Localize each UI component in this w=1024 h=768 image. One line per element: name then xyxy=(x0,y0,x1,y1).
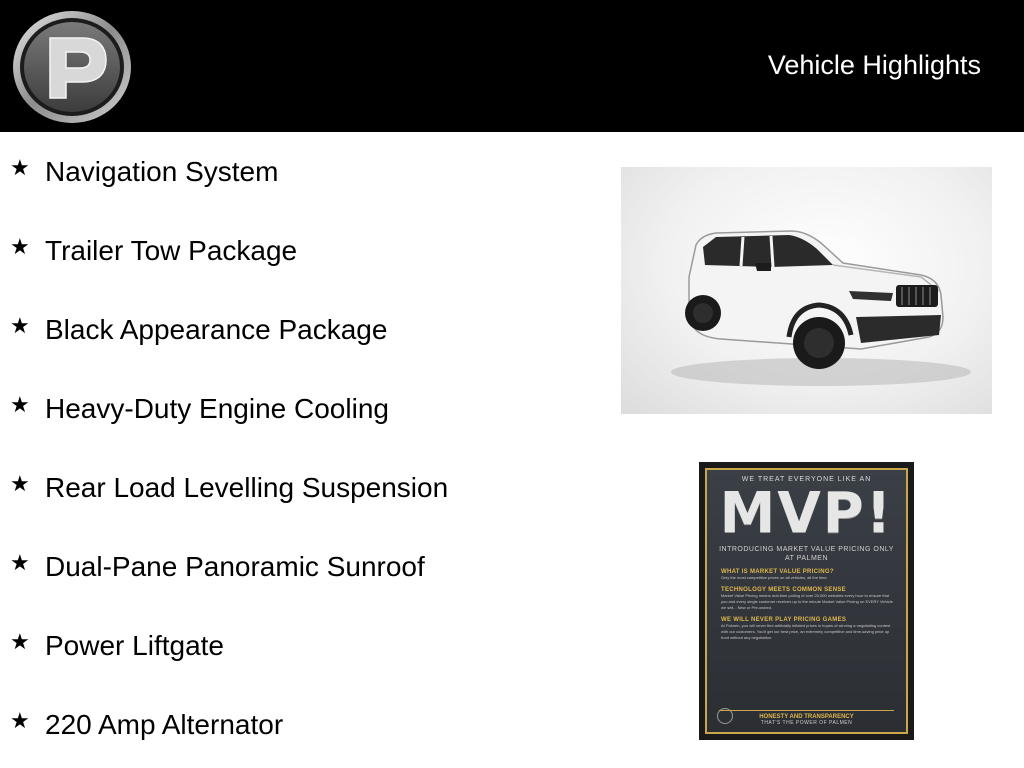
poster-top-line: WE TREAT EVERYONE LIKE AN xyxy=(741,476,872,483)
highlight-label: Heavy-Duty Engine Cooling xyxy=(45,393,389,424)
star-icon: ★ xyxy=(10,630,30,655)
highlight-item xyxy=(0,685,600,764)
mvp-pricing-poster xyxy=(699,462,914,740)
star-icon: ★ xyxy=(10,551,30,576)
highlight-item xyxy=(0,527,600,606)
page-title: Vehicle Highlights xyxy=(767,50,981,80)
poster-section-text: At Palmen, you will never find artificially inflated prices in hopes of winning a negotiating contest with our customers. You'll get our best price, an extremely competitive and time-saving price up front without any negotiation. xyxy=(721,623,891,640)
highlight-item xyxy=(0,606,600,685)
poster-frame xyxy=(705,468,908,734)
highlight-label: Dual-Pane Panoramic Sunroof xyxy=(45,551,425,582)
highlight-label: Navigation System xyxy=(45,156,279,187)
poster-footer xyxy=(707,710,906,726)
poster-divider xyxy=(719,710,894,711)
highlight-item xyxy=(0,369,600,448)
poster-footer-subtitle: THAT'S THE POWER OF PALMEN xyxy=(760,720,853,726)
star-icon: ★ xyxy=(10,235,30,260)
poster-section xyxy=(721,617,896,641)
palmen-p-logo-icon xyxy=(10,8,134,126)
poster-section-title: WE WILL NEVER PLAY PRICING GAMES xyxy=(721,617,847,623)
star-icon: ★ xyxy=(10,156,30,181)
poster-section-text: Market Value Pricing means real-time polling of over 20,000 websites every hour to ensure that you and every single customer receives up to the minute Market Value Pricing on EVERY Vehicle we sell... New or Pre-owned. xyxy=(721,593,893,610)
highlight-item xyxy=(0,132,600,211)
star-icon: ★ xyxy=(10,709,30,734)
star-icon: ★ xyxy=(10,314,30,339)
poster-section-text: Only the most competitive prices on all vehicles, all the time. xyxy=(721,575,828,580)
poster-footer-title: HONESTY AND TRANSPARENCY xyxy=(759,714,854,720)
header-banner xyxy=(0,0,1024,132)
star-icon: ★ xyxy=(10,472,30,497)
star-icon: ★ xyxy=(10,393,30,418)
highlight-label: Black Appearance Package xyxy=(45,314,388,345)
poster-headline: MVP! xyxy=(719,481,894,546)
highlight-item xyxy=(0,448,600,527)
highlight-label: Trailer Tow Package xyxy=(45,235,298,266)
poster-intro: INTRODUCING MARKET VALUE PRICING ONLY AT PALMEN xyxy=(719,546,894,562)
highlight-label: Power Liftgate xyxy=(45,630,224,661)
poster-section-title: TECHNOLOGY MEETS COMMON SENSE xyxy=(721,587,846,593)
highlight-label: 220 Amp Alternator xyxy=(45,709,284,740)
highlight-item xyxy=(0,290,600,369)
highlight-item xyxy=(0,211,600,290)
poster-section xyxy=(721,569,896,581)
highlight-label: Rear Load Levelling Suspension xyxy=(45,472,449,503)
poster-section-title: WHAT IS MARKET VALUE PRICING? xyxy=(721,569,834,575)
poster-section xyxy=(721,587,896,611)
vehicle-photo xyxy=(621,167,992,414)
white-suv-image xyxy=(621,167,992,414)
